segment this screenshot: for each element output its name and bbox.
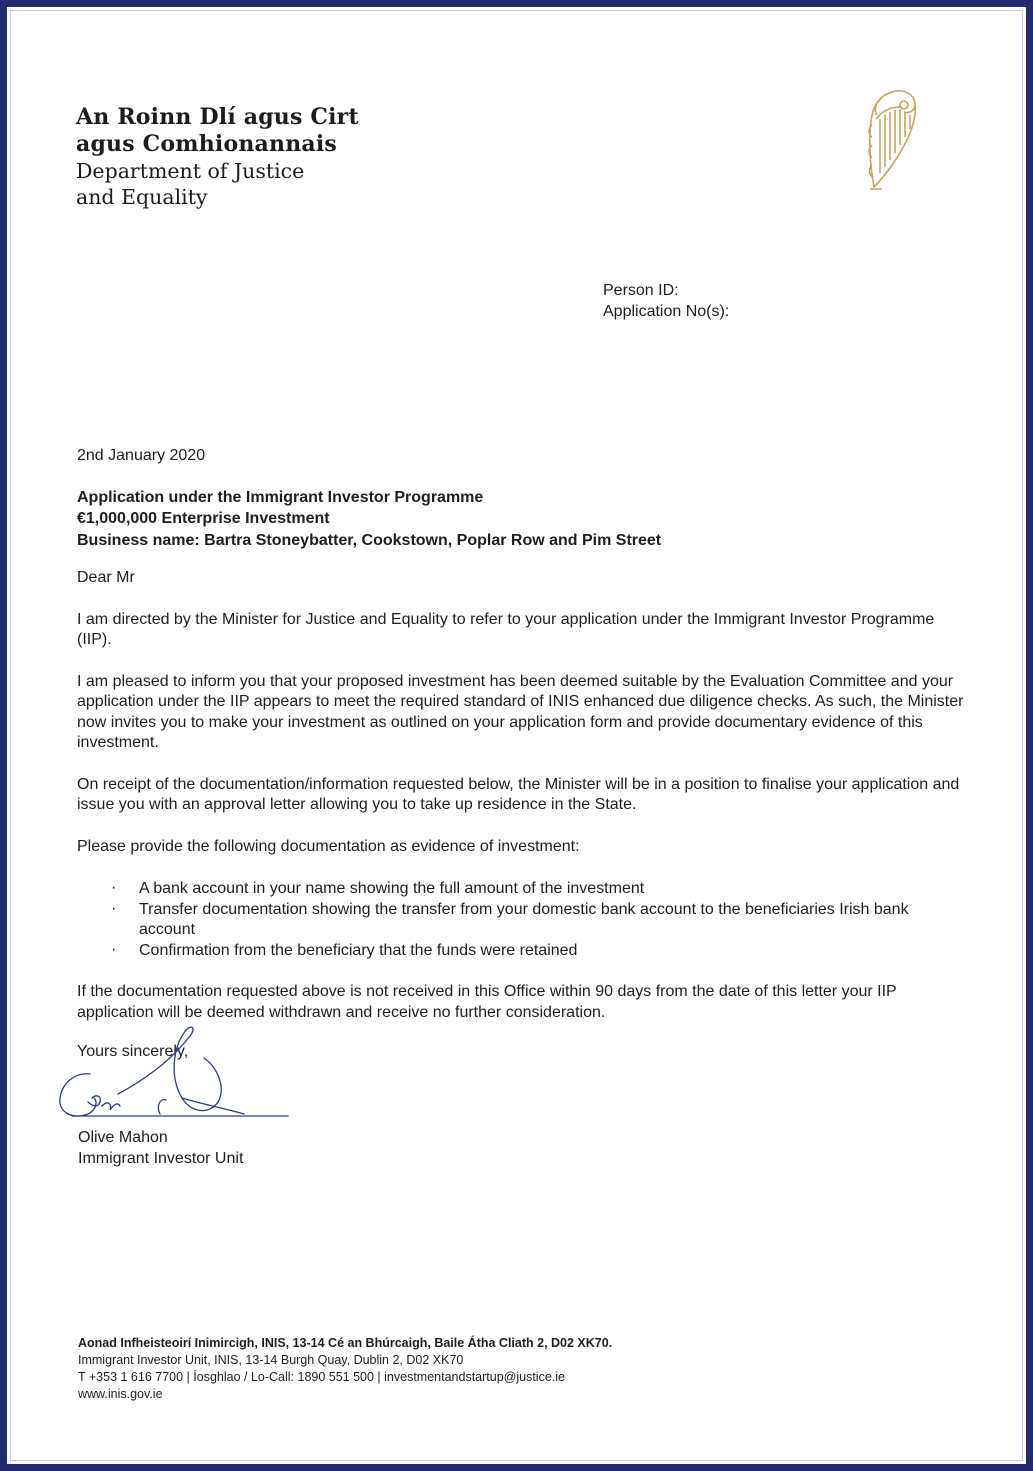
evidence-item: · Transfer documentation showing the transfer from your domestic bank account to the beneficiaries Irish bank account [139, 900, 967, 941]
footer-english-address: Immigrant Investor Unit, INIS, 13-14 Burgh Quay, Dublin 2, D02 XK70 [78, 1353, 464, 1367]
irish-name-line-2: agus Comhionannais [76, 131, 338, 157]
person-id-label: Person ID: [603, 282, 679, 299]
subject-line-2: €1,000,000 Enterprise Investment [77, 510, 330, 527]
handwritten-signature [52, 1022, 292, 1122]
paragraph-deadline: If the documentation requested above is not received in this Office within 90 days from the date of this letter your IIP application will be deemed withdrawn and receive no further consideration. [77, 983, 897, 1021]
signer-block [78, 1127, 243, 1169]
paragraph-intro: I am directed by the Minister for Justice and Equality to refer to your application under the Immigrant Investor Programme (IIP). [77, 610, 935, 648]
signer-unit: Immigrant Investor Unit [78, 1150, 244, 1167]
irish-harp-emblem-icon [860, 85, 920, 197]
paragraph-approval: I am pleased to inform you that your proposed investment has been deemed suitable by the Evaluation Committee and your application under the IIP appears to meet the required standard of INIS enhanced due diligence checks. As such, the Minister now invites you to make your investment as outlined on your application form and provide documentary evidence of this investment. [77, 672, 964, 751]
evidence-item: · A bank account in your name showing the full amount of the investment [139, 879, 967, 900]
english-name-line-2: and Equality [76, 185, 208, 209]
footer-website: www.inis.gov.ie [78, 1387, 163, 1401]
footer-contact-line: T +353 1 616 7700 | Íosghlao / Lo-Call: 1890 551 500 | investmentandstartup@justice.ie [78, 1370, 565, 1384]
irish-name-line-1: An Roinn Dlí agus Cirt [76, 104, 359, 130]
application-number-label: Application No(s): [603, 303, 730, 320]
evidence-list [77, 879, 967, 961]
subject-line-1: Application under the Immigrant Investor Programme [77, 488, 484, 506]
evidence-item: · Confirmation from the beneficiary that the funds were retained [139, 941, 967, 962]
signer-name: Olive Mahon [78, 1129, 168, 1146]
paragraph-receipt: On receipt of the documentation/information requested below, the Minister will be in a position to finalise your application and issue you with an approval letter allowing you to take up residence in the State. [77, 775, 960, 813]
english-name-line-1: Department of Justice [76, 159, 305, 183]
salutation: Dear Mr [77, 569, 135, 586]
subject-line-3: Business name: Bartra Stoneybatter, Cookstown, Poplar Row and Pim Street [77, 531, 662, 549]
sign-off: Yours sincerely, [77, 1043, 189, 1060]
paragraph-request: Please provide the following documentation as evidence of investment: [77, 837, 580, 855]
letter-body [77, 446, 967, 1063]
reference-block [603, 280, 729, 322]
department-heading [76, 104, 359, 210]
subject-block [77, 487, 967, 552]
footer [78, 1335, 612, 1403]
footer-irish-address: Aonad Infheisteoirí Inimircigh, INIS, 13-14 Cé an Bhúrcaigh, Baile Átha Cliath 2, D02 XK70. [78, 1336, 613, 1350]
letter-date: 2nd January 2020 [77, 447, 206, 464]
